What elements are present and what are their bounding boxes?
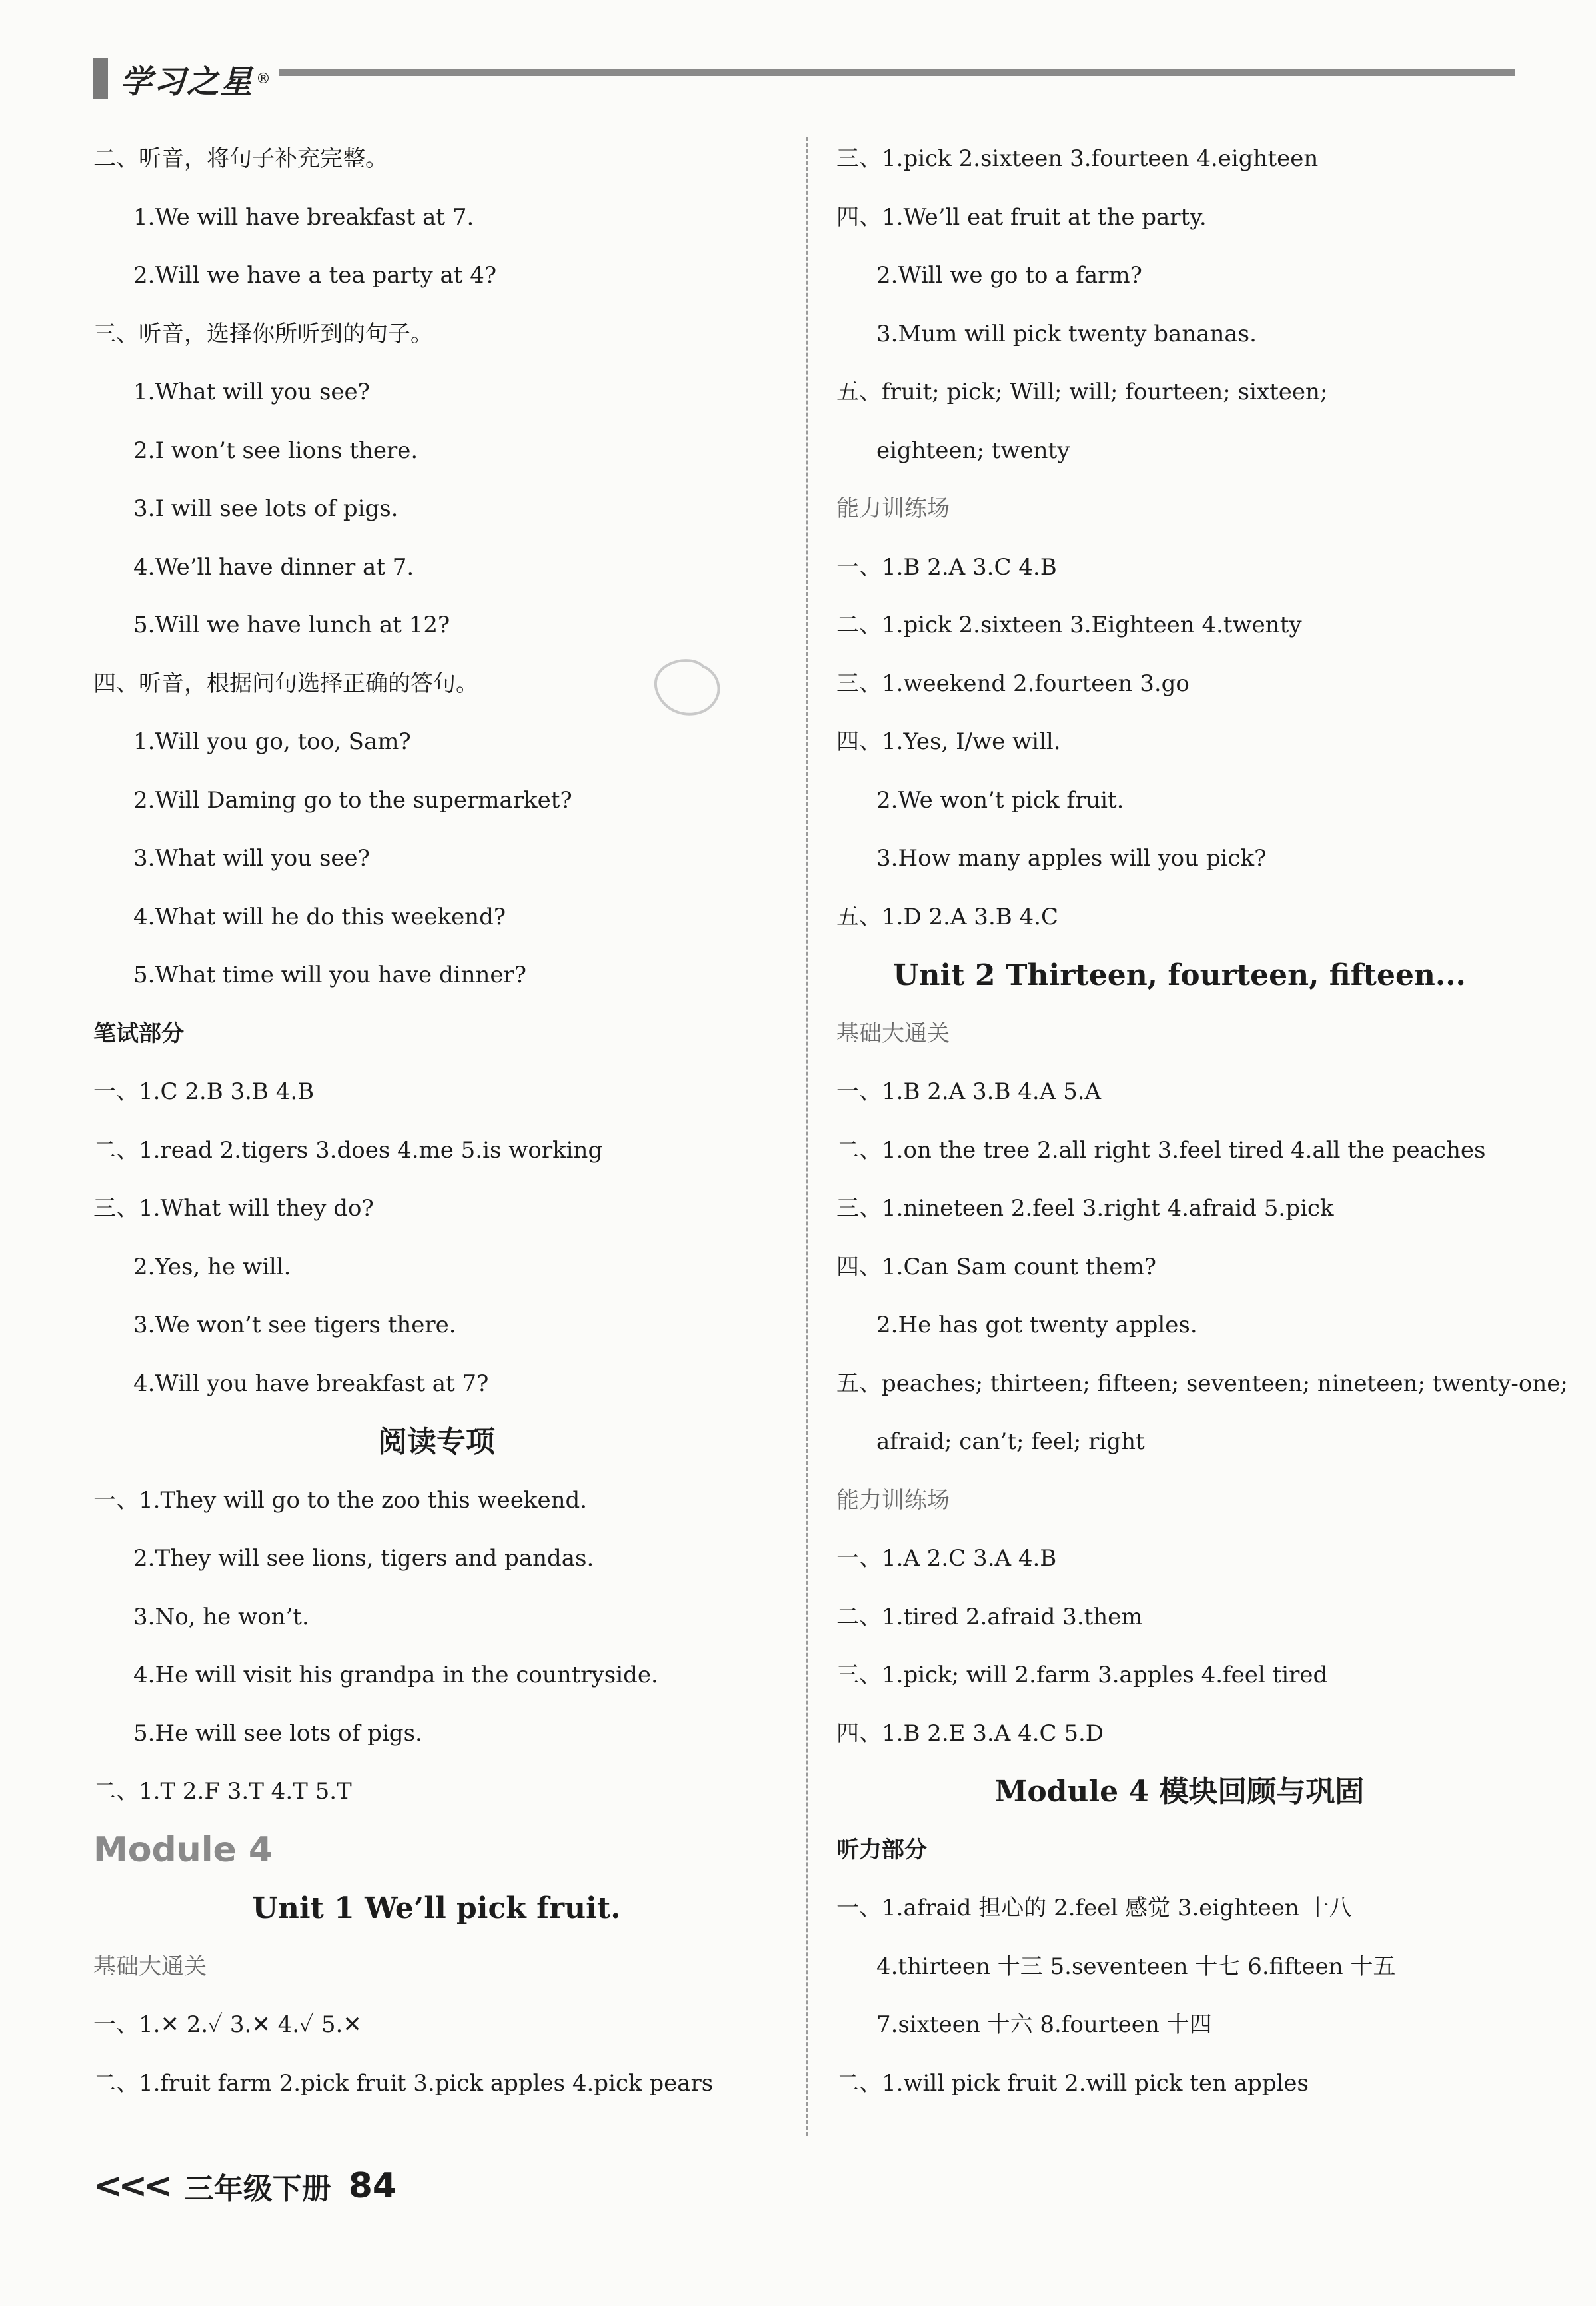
left-line: 1.We will have breakfast at 7.: [133, 203, 474, 231]
left-line: Unit 1 We’ll pick fruit.: [252, 1891, 621, 1925]
grade-label: 三年级下册: [184, 2172, 331, 2206]
column-divider: [806, 137, 808, 2136]
left-line: 5.He will see lots of pigs.: [133, 1720, 422, 1747]
brand-title: 学习之星: [120, 63, 254, 101]
right-line: 四、1.We’ll eat fruit at the party.: [836, 203, 1207, 231]
right-line: 四、1.B 2.E 3.A 4.C 5.D: [836, 1720, 1104, 1747]
right-line: eighteen; twenty: [876, 437, 1070, 464]
left-line: 2.I won’t see lions there.: [133, 437, 418, 464]
left-line: 一、1.✕ 2.✓ 3.✕ 4.✓ 5.✕: [93, 2011, 362, 2038]
left-line: 笔试部分: [93, 1020, 184, 1047]
right-line: 五、1.D 2.A 3.B 4.C: [836, 903, 1058, 930]
header-rule: [279, 69, 1515, 76]
watermark-stamp: [643, 650, 730, 723]
right-line: 三、1.pick; will 2.farm 3.apples 4.feel tired: [836, 1662, 1328, 1688]
right-line: 三、1.pick 2.sixteen 3.fourteen 4.eighteen: [836, 145, 1319, 172]
left-line: Module 4: [93, 1829, 273, 1870]
left-line: 1.Will you go, too, Sam?: [133, 728, 411, 755]
right-line: 三、1.nineteen 2.feel 3.right 4.afraid 5.pick: [836, 1195, 1334, 1222]
right-line: Unit 2 Thirteen, fourteen, fifteen...: [893, 958, 1466, 992]
right-line: 二、1.tired 2.afraid 3.them: [836, 1603, 1143, 1630]
right-line: 3.Mum will pick twenty bananas.: [876, 320, 1257, 347]
right-line: 一、1.B 2.A 3.C 4.B: [836, 553, 1057, 580]
right-column: [836, 130, 1568, 2113]
right-line: 能力训练场: [836, 495, 950, 522]
left-line: 三、听音，选择你所听到的句子。: [93, 320, 433, 347]
left-line: 4.He will visit his grandpa in the countryside.: [133, 1662, 658, 1688]
left-line: 四、听音，根据问句选择正确的答句。: [93, 670, 478, 697]
left-line: 4.Will you have breakfast at 7?: [133, 1370, 489, 1397]
left-line: 2.Will Daming go to the supermarket?: [133, 786, 572, 814]
left-line: 二、1.fruit farm 2.pick fruit 3.pick apples 4.pick pears: [93, 2069, 714, 2097]
right-line: 4.thirteen 十三 5.seventeen 十七 6.fifteen 十五: [876, 1953, 1396, 1980]
left-line: 基础大通关: [93, 1953, 207, 1980]
right-line: 三、1.weekend 2.fourteen 3.go: [836, 670, 1190, 697]
left-line: 4.We’ll have dinner at 7.: [133, 553, 414, 580]
left-line: 二、1.read 2.tigers 3.does 4.me 5.is working: [93, 1136, 603, 1164]
left-line: 4.What will he do this weekend?: [133, 903, 506, 930]
right-line: 听力部分: [836, 1836, 927, 1863]
right-line: 一、1.B 2.A 3.B 4.A 5.A: [836, 1078, 1102, 1105]
left-line: 1.What will you see?: [133, 379, 370, 405]
right-line: 能力训练场: [836, 1486, 950, 1514]
right-line: Module 4 模块回顾与巩固: [994, 1775, 1365, 1809]
left-line: 3.I will see lots of pigs.: [133, 495, 399, 522]
right-line: 四、1.Can Sam count them?: [836, 1253, 1156, 1280]
right-line: 二、1.pick 2.sixteen 3.Eighteen 4.twenty: [836, 612, 1302, 638]
right-line: 一、1.A 2.C 3.A 4.B: [836, 1545, 1057, 1572]
left-line: 2.Will we have a tea party at 4?: [133, 262, 497, 289]
left-line: 2.They will see lions, tigers and pandas.: [133, 1545, 594, 1572]
right-line: 7.sixteen 十六 8.fourteen 十四: [876, 2011, 1212, 2038]
left-line: 二、听音，将句子补充完整。: [93, 145, 388, 172]
left-line: 阅读专项: [378, 1425, 495, 1459]
right-line: 2.He has got twenty apples.: [876, 1312, 1197, 1338]
left-line: 3.What will you see?: [133, 845, 370, 872]
left-line: 3.We won’t see tigers there.: [133, 1312, 456, 1338]
right-line: 2.Will we go to a farm?: [876, 262, 1142, 289]
right-line: 二、1.will pick fruit 2.will pick ten apples: [836, 2069, 1309, 2097]
left-column: [93, 130, 780, 2113]
right-line: 一、1.afraid 担心的 2.feel 感觉 3.eighteen 十八: [836, 1895, 1352, 1921]
right-line: 2.We won’t pick fruit.: [876, 786, 1124, 814]
page-footer: [93, 2159, 397, 2213]
left-line: 5.What time will you have dinner?: [133, 962, 526, 988]
left-line: 5.Will we have lunch at 12?: [133, 612, 450, 638]
page-number: 84: [348, 2166, 397, 2206]
left-line: 二、1.T 2.F 3.T 4.T 5.T: [93, 1778, 352, 1805]
right-line: 五、fruit; pick; Will; will; fourteen; sixteen;: [836, 379, 1328, 405]
left-line: 2.Yes, he will.: [133, 1253, 291, 1280]
brand-logo: [93, 53, 271, 104]
right-line: 二、1.on the tree 2.all right 3.feel tired 4.all the peaches: [836, 1136, 1486, 1164]
right-line: 基础大通关: [836, 1020, 950, 1047]
left-line: 三、1.What will they do?: [93, 1195, 374, 1222]
right-line: 五、peaches; thirteen; fifteen; seventeen; nineteen; twenty-one;: [836, 1370, 1568, 1397]
right-line: 四、1.Yes, I/we will.: [836, 728, 1061, 755]
registered-mark: ®: [256, 70, 271, 87]
chevron-left-icon: <<<: [93, 2166, 169, 2206]
left-line: 一、1.C 2.B 3.B 4.B: [93, 1078, 315, 1105]
left-line: 一、1.They will go to the zoo this weekend.: [93, 1486, 588, 1514]
right-line: 3.How many apples will you pick?: [876, 845, 1267, 872]
right-line: afraid; can’t; feel; right: [876, 1428, 1145, 1455]
left-line: 3.No, he won’t.: [133, 1603, 309, 1630]
brand-bar: [93, 58, 108, 99]
